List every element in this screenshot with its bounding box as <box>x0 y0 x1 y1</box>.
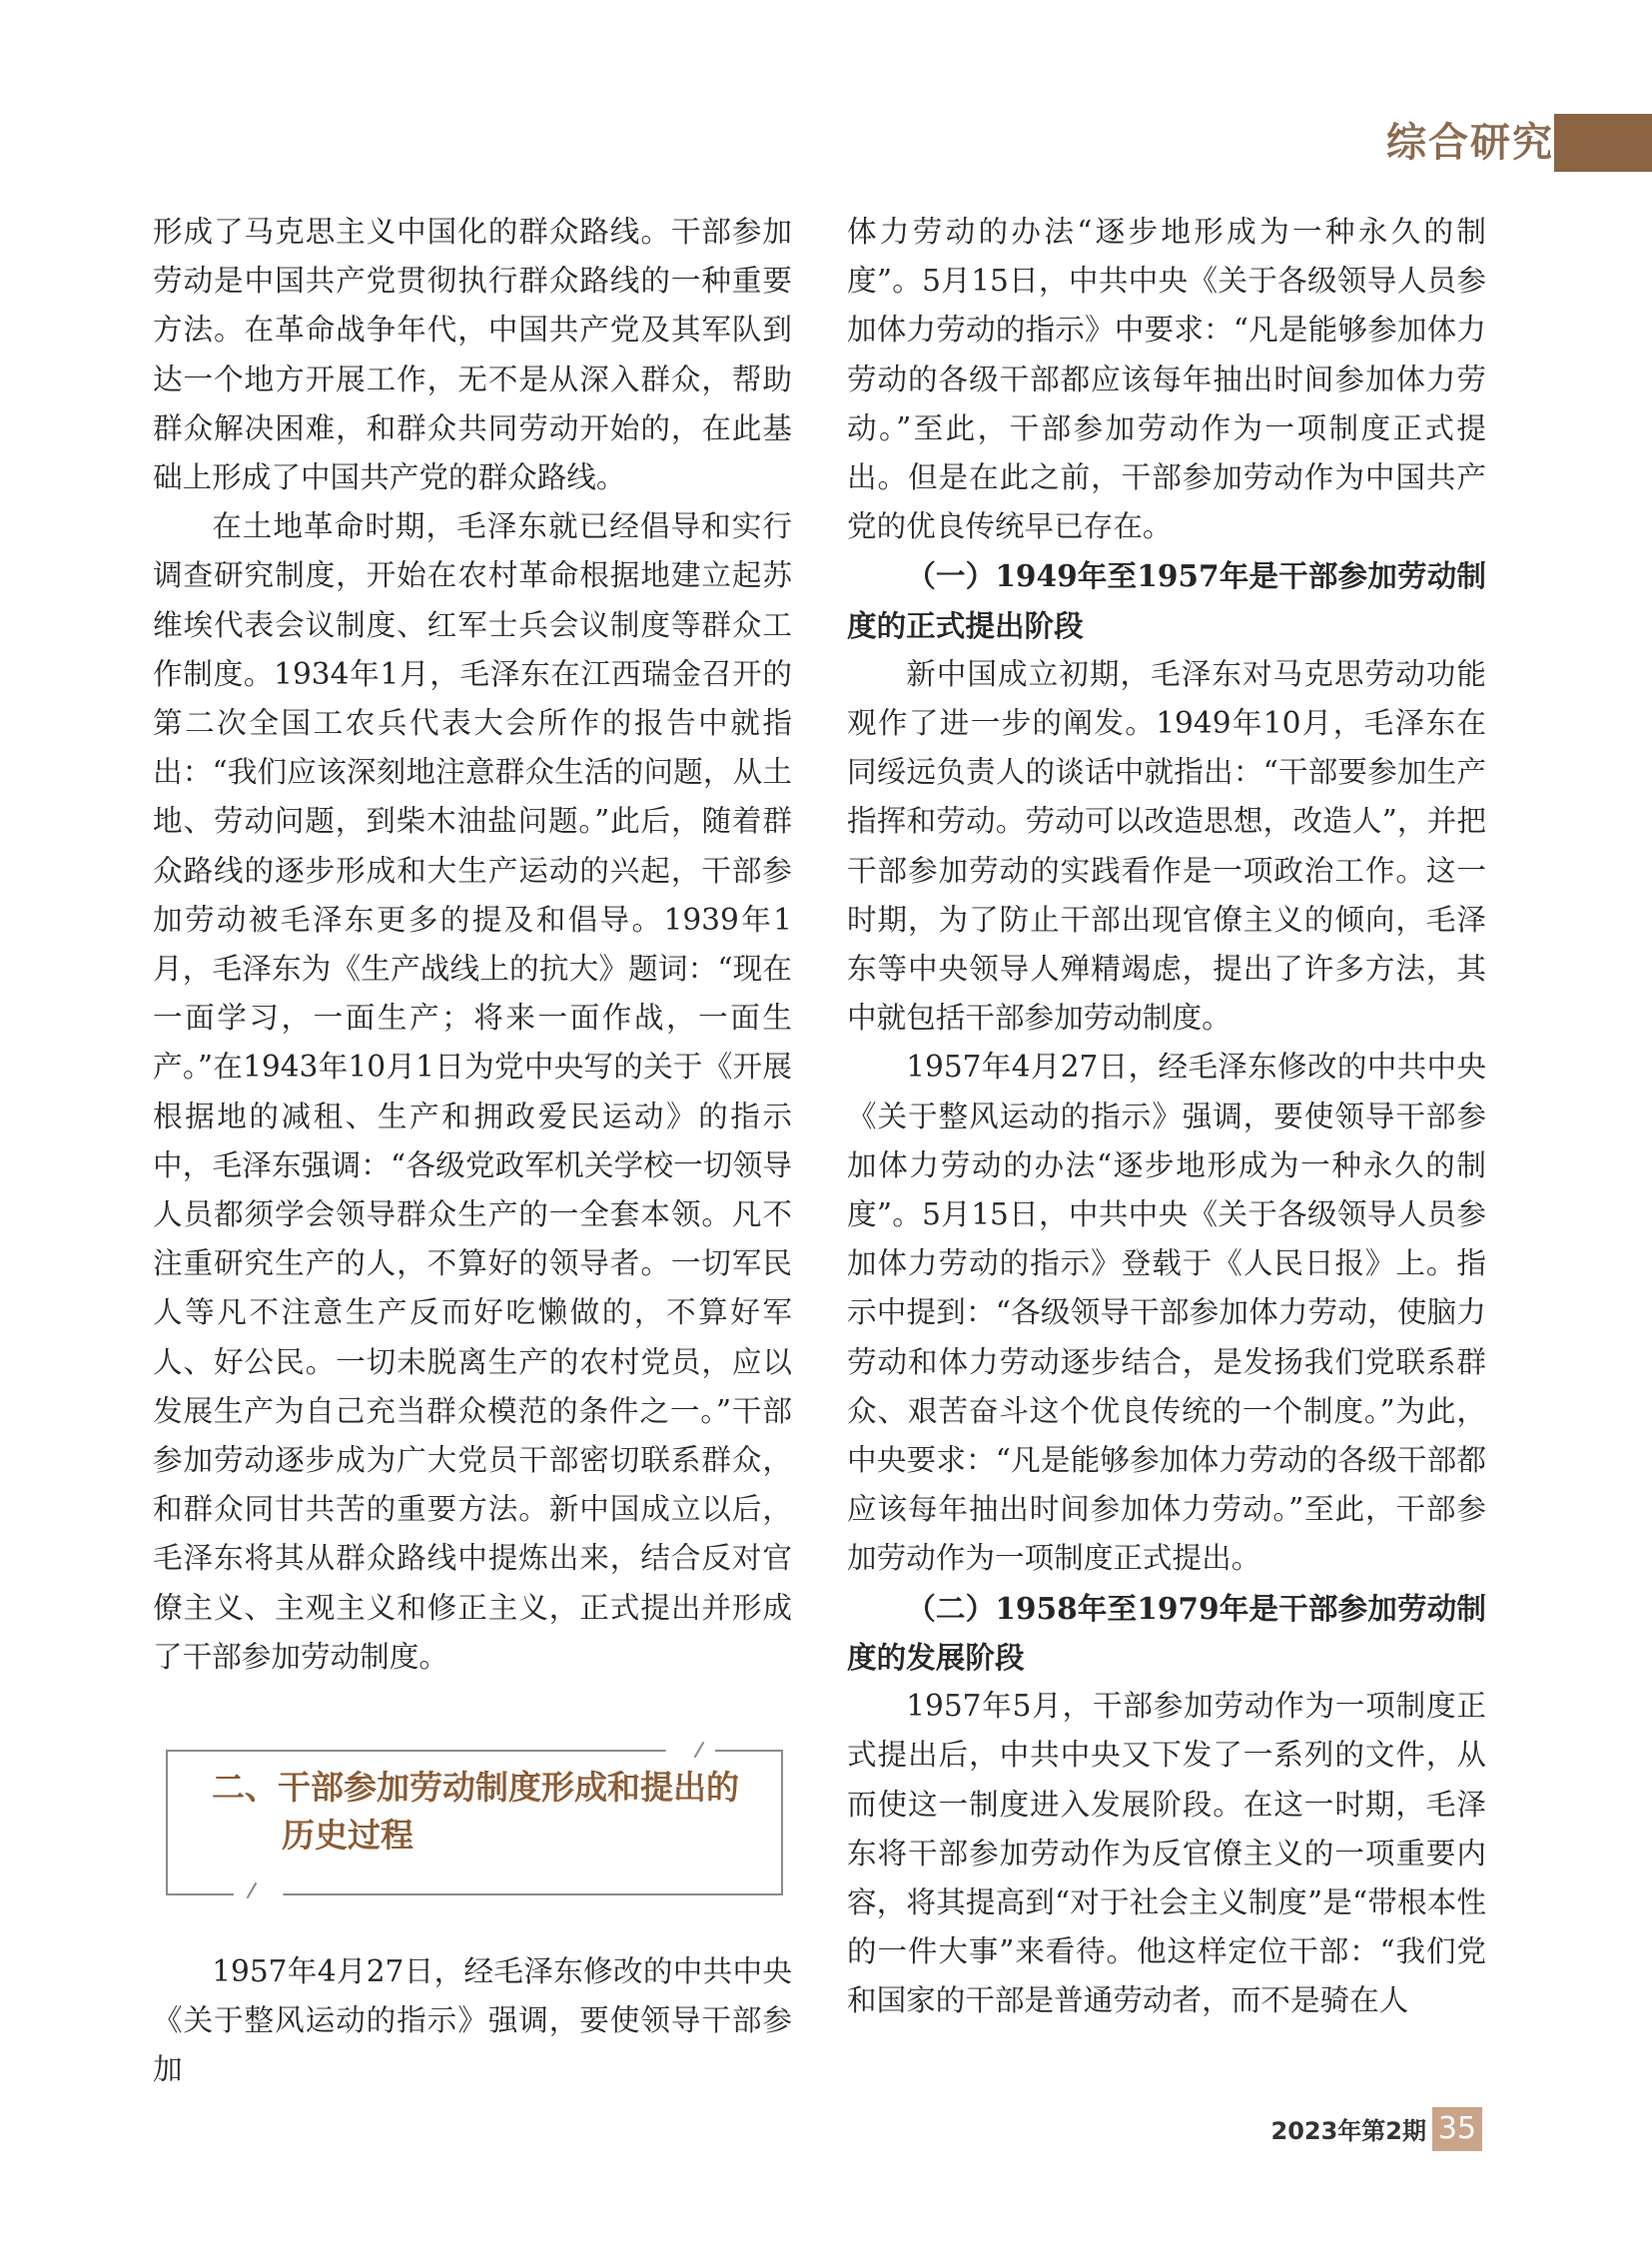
section-label-bar <box>1554 114 1652 172</box>
paragraph: 形成了马克思主义中国化的群众路线。干部参加劳动是中国共产党贯彻执行群众路线的一种重要方法。在革命战争年代，中国共产党及其军队到达一个地方开展工作，无不是从深入群众，帮助群众解决困难，和群众共同劳动开始的，在此基础上形成了中国共产党的群众路线。 <box>153 215 792 495</box>
left-column <box>153 208 792 1682</box>
page-number: 35 <box>1432 2107 1482 2151</box>
left-column-continued <box>153 1947 792 2095</box>
paragraph: 在土地革命时期，毛泽东就已经倡导和实行调查研究制度，开始在农村革命根据地建立起苏维埃代表会议制度、红军士兵会议制度等群众工作制度。1934年1月，毛泽东在江西瑞金召开的第二次全国工农兵代表大会所作的报告中就指出：“我们应该深刻地注意群众生活的问题，从土地、劳动问题，到柴木油盐问题。”此后，随着群众路线的逐步形成和大生产运动的兴起，干部参加劳动被毛泽东更多的提及和倡导。1939年1月，毛泽东为《生产战线上的抗大》题词：“现在一面学习，一面生产；将来一面作战，一面生产。”在1943年10月1日为党中央写的关于《开展根据地的减租、生产和拥政爱民运动》的指示中，毛泽东强调：“各级党政军机关学校一切领导人员都须学会领导群众生产的一全套本领。凡不注重研究生产的人，不算好的领导者。一切军民人等凡不注意生产反而好吃懒做的，不算好军人、好公民。一切未脱离生产的农村党员，应以发展生产为自己充当群众模范的条件之一。”干部参加劳动逐步成为广大党员干部密切联系群众，和群众同甘共苦的重要方法。新中国成立以后，毛泽东将其从群众路线中提炼出来，结合反对官僚主义、主观主义和修正主义，正式提出并形成了干部参加劳动制度。 <box>153 509 792 1674</box>
heading-box-decoration <box>694 1742 705 1759</box>
section-heading <box>212 1764 771 1860</box>
paragraph: 1957年5月，干部参加劳动作为一项制度正式提出后，中共中央又下发了一系列的文件，从而使这一制度进入发展阶段。在这一时期，毛泽东将干部参加劳动作为反官僚主义的一项重要内容，将其提高到“对于社会主义制度”是“带根本性的一件大事”来看待。他这样定位干部：“我们党和国家的干部是普通劳动者，而不是骑在人 <box>847 1689 1486 2018</box>
paragraph: 体力劳动的办法“逐步地形成为一种永久的制度”。5月15日，中共中央《关于各级领导人员参加体力劳动的指示》中要求：“凡是能够参加体力劳动的各级干部都应该每年抽出时间参加体力劳动。”至此，干部参加劳动作为一项制度正式提出。但是在此之前，干部参加劳动作为中国共产党的优良传统早已存在。 <box>847 215 1486 544</box>
issue-label: 2023年第2期 <box>1270 2117 1426 2145</box>
paragraph: 1957年4月27日，经毛泽东修改的中共中央《关于整风运动的指示》强调，要使领导干部参加体力劳动的办法“逐步地形成为一种永久的制度”。5月15日，中共中央《关于各级领导人员参加体力劳动的指示》登载于《人民日报》上。指示中提到：“各级领导干部参加体力劳动，使脑力劳动和体力劳动逐步结合，是发扬我们党联系群众、艰苦奋斗这个优良传统的一个制度。”为此，中央要求：“凡是能够参加体力劳动的各级干部都应该每年抽出时间参加体力劳动。”至此，干部参加劳动作为一项制度正式提出。 <box>847 1050 1486 1576</box>
subsection-heading: （一）1949年至1957年是干部参加劳动制度的正式提出阶段 <box>847 558 1486 643</box>
section-label: 综合研究 <box>1386 120 1554 166</box>
right-column <box>847 208 1486 2026</box>
section-heading-line1: 二、干部参加劳动制度形成和提出的 <box>212 1768 739 1807</box>
paragraph: 新中国成立初期，毛泽东对马克思劳动功能观作了进一步的阐发。1949年10月，毛泽东在同绥远负责人的谈话中就指出：“干部要参加生产指挥和劳动。劳动可以改造思想，改造人”，并把干部参加劳动的实践看作是一项政治工作。这一时期，为了防止干部出现官僚主义的倾向，毛泽东等中央领导人殚精竭虑，提出了许多方法，其中就包括干部参加劳动制度。 <box>847 656 1486 1036</box>
subsection-heading: （二）1958年至1979年是干部参加劳动制度的发展阶段 <box>847 1590 1486 1675</box>
section-heading-line2: 历史过程 <box>282 1816 413 1855</box>
paragraph: 1957年4月27日，经毛泽东修改的中共中央《关于整风运动的指示》强调，要使领导干部参加 <box>153 1954 792 2087</box>
